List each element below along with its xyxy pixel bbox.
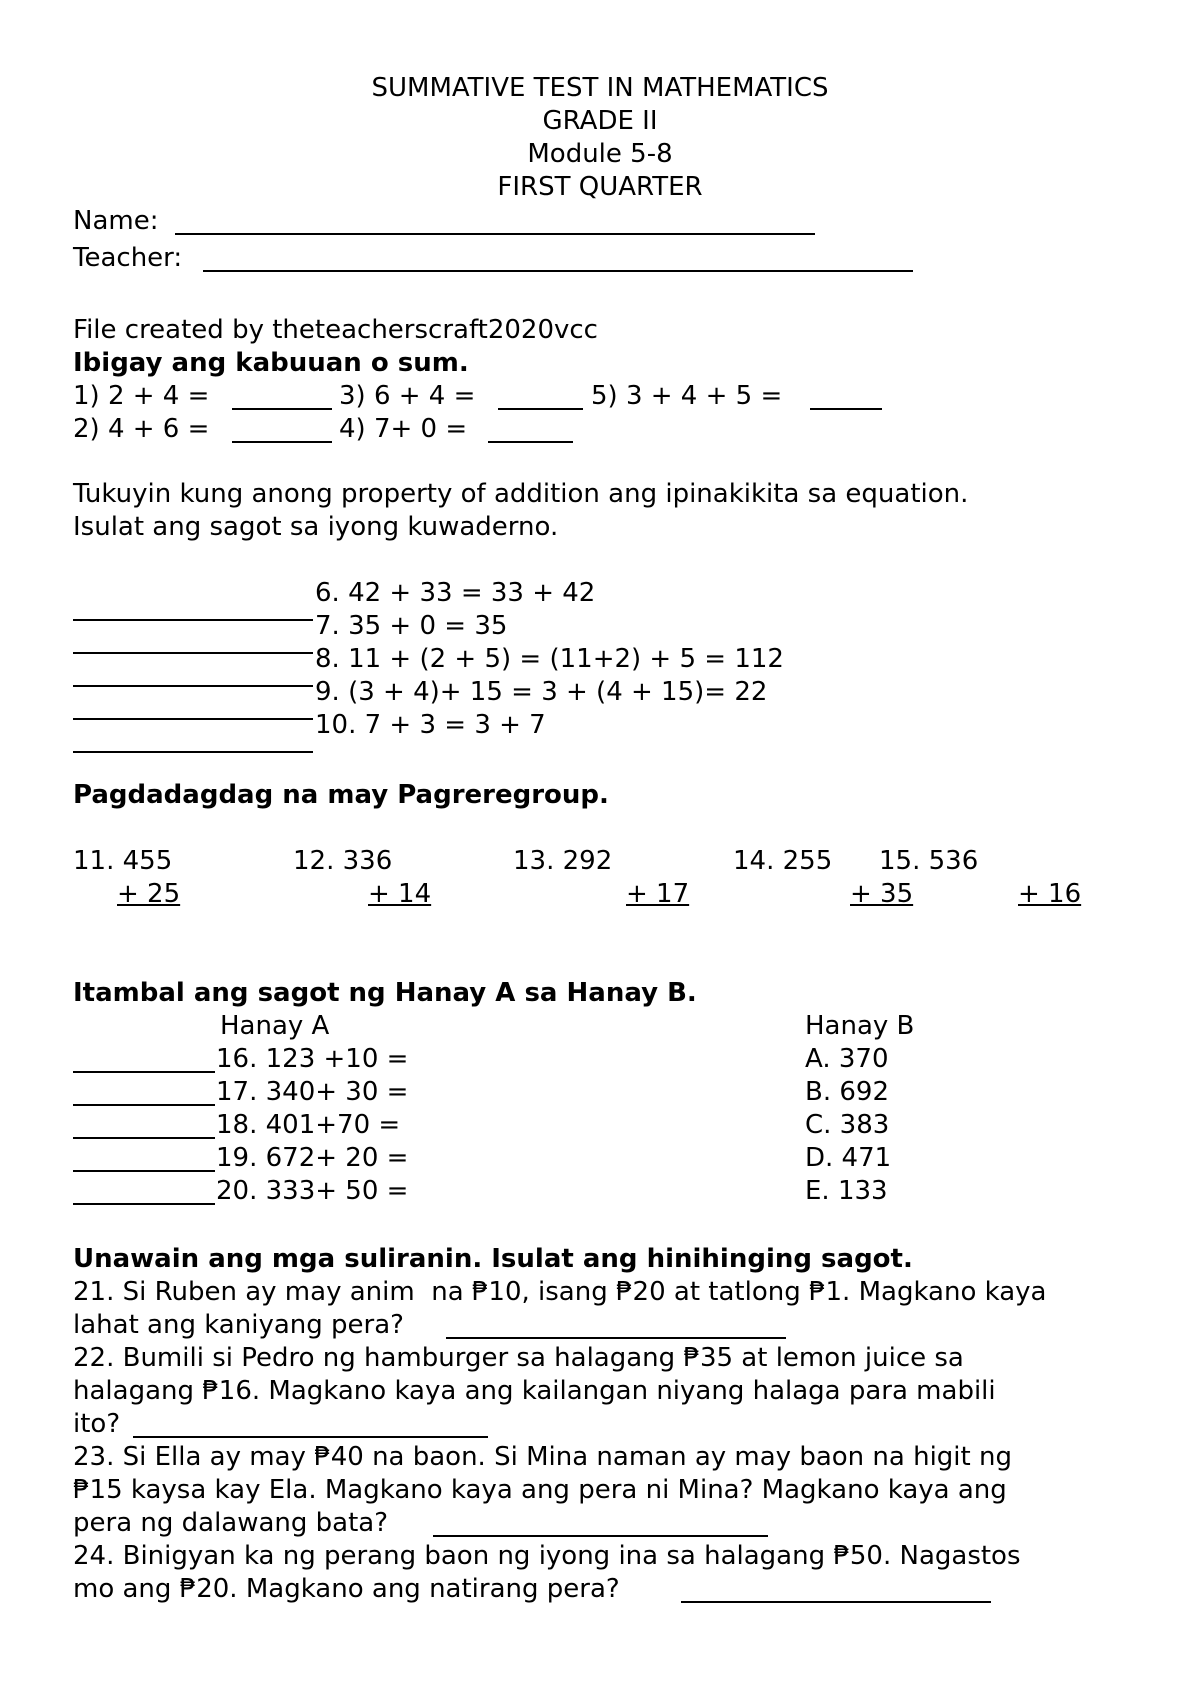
hanay-b-header: Hanay B bbox=[805, 1011, 915, 1041]
blank-1[interactable] bbox=[232, 408, 332, 410]
choice-e: E. 133 bbox=[805, 1176, 888, 1206]
q24-line1: 24. Binigyan ka ng perang baon ng iyong ina sa halagang ₱50. Nagastos bbox=[73, 1541, 1021, 1571]
name-label: Name: bbox=[73, 206, 159, 236]
choice-b: B. 692 bbox=[805, 1077, 889, 1107]
q23-line3: pera ng dalawang bata? bbox=[73, 1508, 389, 1538]
blank-21[interactable] bbox=[446, 1337, 786, 1339]
grade: GRADE II bbox=[542, 106, 658, 136]
teacher-blank[interactable] bbox=[203, 270, 913, 272]
credit: File created by theteacherscraft2020vcc bbox=[73, 315, 598, 345]
part1-instruction: Ibigay ang kabuuan o sum. bbox=[73, 348, 469, 378]
blank-18[interactable] bbox=[73, 1137, 215, 1139]
item-12-number: 12. 336 bbox=[293, 846, 393, 876]
blank-8[interactable] bbox=[73, 685, 313, 687]
item-19: 19. 672+ 20 = bbox=[216, 1143, 409, 1173]
item-16: 16. 123 +10 = bbox=[216, 1044, 409, 1074]
blank-10[interactable] bbox=[73, 751, 313, 753]
part2-instruction-line2: Isulat ang sagot sa iyong kuwaderno. bbox=[73, 512, 559, 542]
blank-17[interactable] bbox=[73, 1104, 215, 1106]
title: SUMMATIVE TEST IN MATHEMATICS bbox=[371, 73, 829, 103]
teacher-label: Teacher: bbox=[73, 243, 183, 273]
q21-line2: lahat ang kaniyang pera? bbox=[73, 1310, 404, 1340]
choice-c: C. 383 bbox=[805, 1110, 890, 1140]
q24-line2: mo ang ₱20. Magkano ang natirang pera? bbox=[73, 1574, 620, 1604]
q21-line1: 21. Si Ruben ay may anim na ₱10, isang ₱20 at tatlong ₱1. Magkano kaya bbox=[73, 1277, 1047, 1307]
blank-6[interactable] bbox=[73, 619, 313, 621]
item-5: 5) 3 + 4 + 5 = bbox=[591, 381, 783, 411]
part4-instruction: Itambal ang sagot ng Hanay A sa Hanay B. bbox=[73, 978, 697, 1008]
item-15-number: 15. 536 bbox=[879, 846, 979, 876]
blank-2[interactable] bbox=[232, 441, 332, 443]
blank-22[interactable] bbox=[133, 1436, 488, 1438]
blank-7[interactable] bbox=[73, 652, 313, 654]
item-14-number: 14. 255 bbox=[733, 846, 833, 876]
item-11-addend: + 25 bbox=[117, 879, 181, 909]
item-1: 1) 2 + 4 = bbox=[73, 381, 210, 411]
blank-4[interactable] bbox=[488, 441, 573, 443]
blank-5[interactable] bbox=[810, 408, 882, 410]
item-12-addend: + 14 bbox=[368, 879, 432, 909]
choice-a: A. 370 bbox=[805, 1044, 889, 1074]
q22-line3: ito? bbox=[73, 1409, 121, 1439]
item-17: 17. 340+ 30 = bbox=[216, 1077, 409, 1107]
item-8: 8. 11 + (2 + 5) = (11+2) + 5 = 112 bbox=[315, 644, 784, 674]
item-10: 10. 7 + 3 = 3 + 7 bbox=[315, 710, 546, 740]
blank-3[interactable] bbox=[498, 408, 583, 410]
item-7: 7. 35 + 0 = 35 bbox=[315, 611, 508, 641]
item-11-number: 11. 455 bbox=[73, 846, 173, 876]
item-9: 9. (3 + 4)+ 15 = 3 + (4 + 15)= 22 bbox=[315, 677, 768, 707]
choice-d: D. 471 bbox=[805, 1143, 892, 1173]
quarter: FIRST QUARTER bbox=[497, 172, 703, 202]
item-15-addend: + 16 bbox=[1018, 879, 1082, 909]
item-3: 3) 6 + 4 = bbox=[339, 381, 476, 411]
item-18: 18. 401+70 = bbox=[216, 1110, 401, 1140]
q22-line1: 22. Bumili si Pedro ng hamburger sa halagang ₱35 at lemon juice sa bbox=[73, 1343, 964, 1373]
q23-line1: 23. Si Ella ay may ₱40 na baon. Si Mina naman ay may baon na higit ng bbox=[73, 1442, 1012, 1472]
q23-line2: ₱15 kaysa kay Ela. Magkano kaya ang pera ni Mina? Magkano kaya ang bbox=[73, 1475, 1007, 1505]
hanay-a-header: Hanay A bbox=[220, 1011, 330, 1041]
item-13-number: 13. 292 bbox=[513, 846, 613, 876]
item-6: 6. 42 + 33 = 33 + 42 bbox=[315, 578, 596, 608]
blank-23[interactable] bbox=[433, 1535, 768, 1537]
item-20: 20. 333+ 50 = bbox=[216, 1176, 409, 1206]
module: Module 5-8 bbox=[527, 139, 673, 169]
item-13-addend: + 17 bbox=[626, 879, 690, 909]
blank-20[interactable] bbox=[73, 1203, 215, 1205]
name-blank[interactable] bbox=[175, 233, 815, 235]
q22-line2: halagang ₱16. Magkano kaya ang kailangan niyang halaga para mabili bbox=[73, 1376, 996, 1406]
blank-9[interactable] bbox=[73, 718, 313, 720]
part5-instruction: Unawain ang mga suliranin. Isulat ang hinihinging sagot. bbox=[73, 1244, 913, 1274]
blank-16[interactable] bbox=[73, 1071, 215, 1073]
part2-instruction-line1: Tukuyin kung anong property of addition ang ipinakikita sa equation. bbox=[73, 479, 969, 509]
part3-instruction: Pagdadagdag na may Pagreregroup. bbox=[73, 780, 609, 810]
blank-24[interactable] bbox=[681, 1601, 991, 1603]
item-2: 2) 4 + 6 = bbox=[73, 414, 210, 444]
item-4: 4) 7+ 0 = bbox=[339, 414, 468, 444]
item-14-addend: + 35 bbox=[850, 879, 914, 909]
blank-19[interactable] bbox=[73, 1170, 215, 1172]
